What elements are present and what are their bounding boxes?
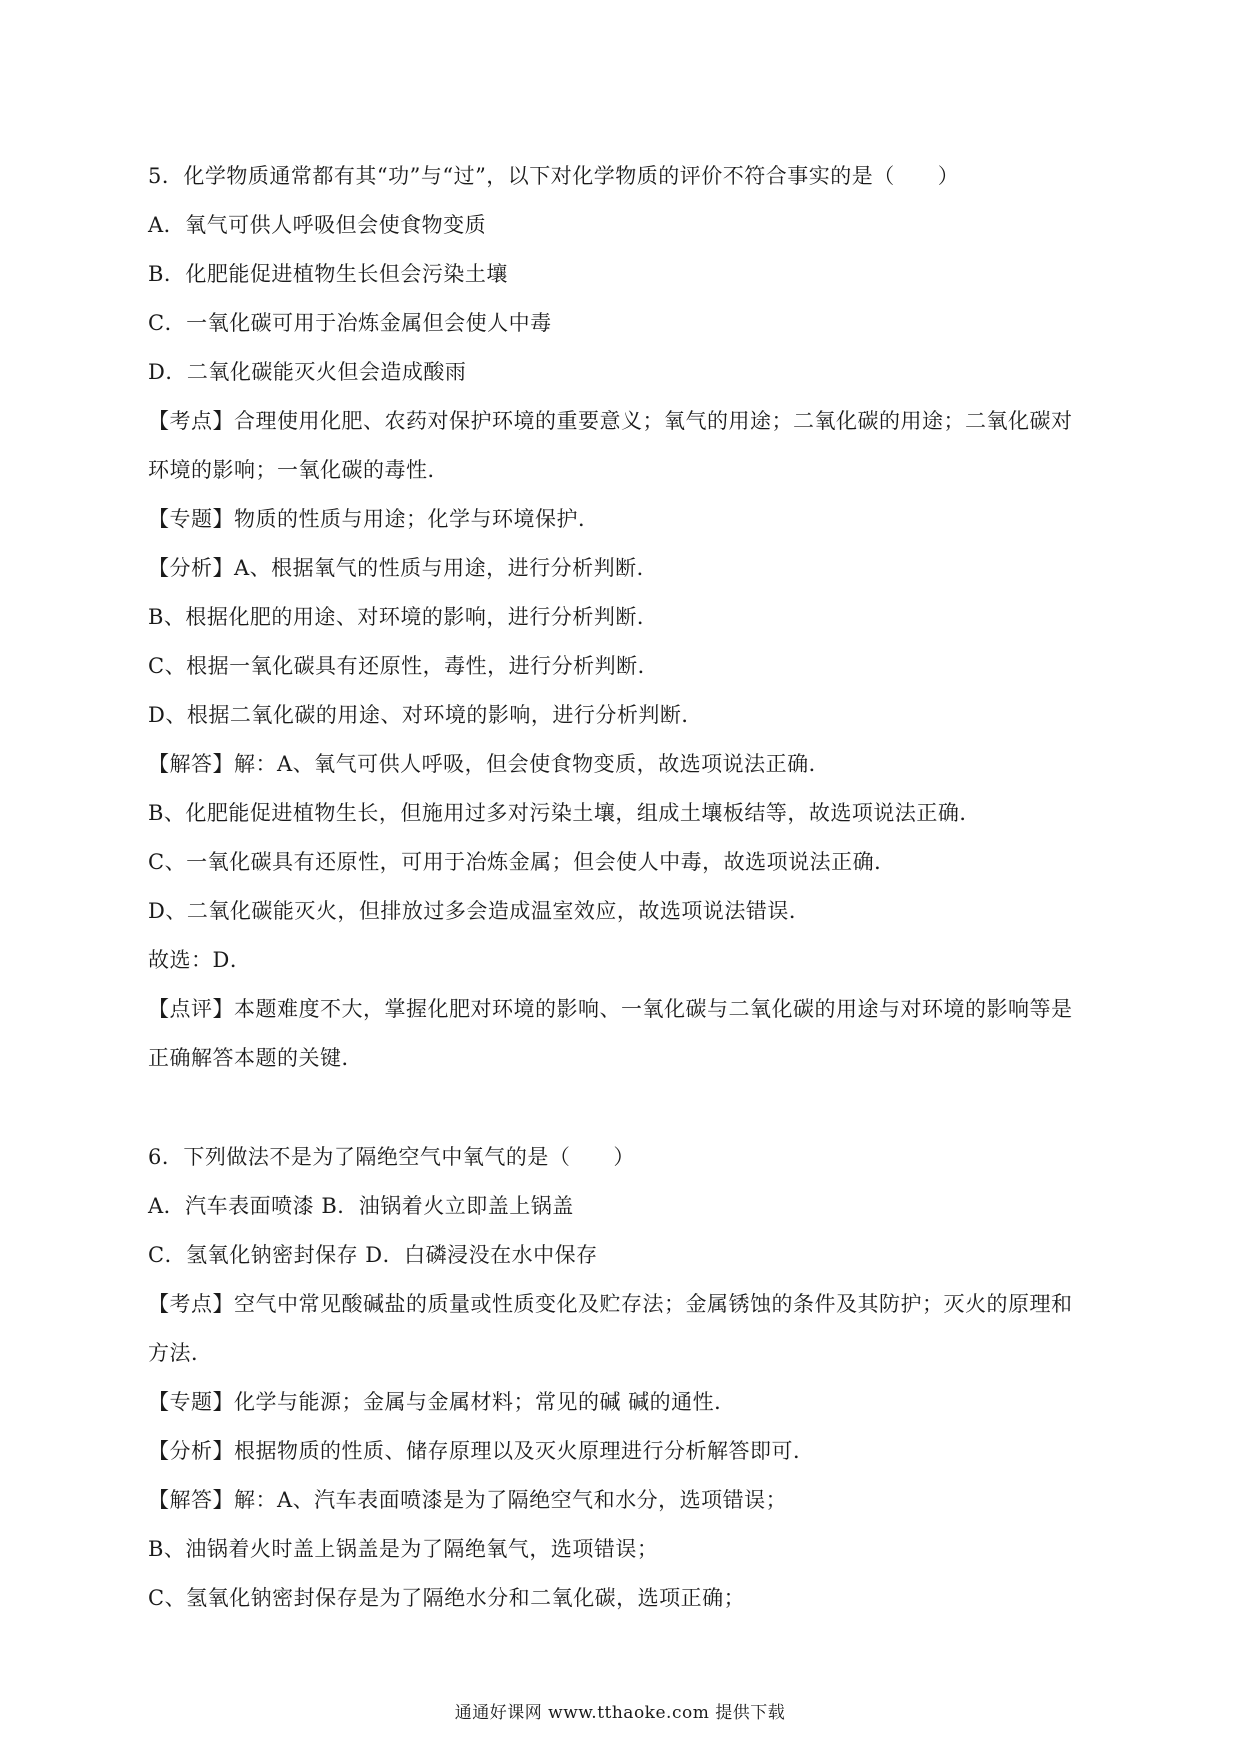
question-6-options-ab: A．汽车表面喷漆 B．油锅着火立即盖上锅盖 [148, 1194, 574, 1218]
question-5-jieda-d: D、二氧化碳能灭火，但排放过多会造成温室效应，故选项说法错误． [148, 899, 811, 923]
question-6-kaodian-line-1: 【考点】空气中常见酸碱盐的质量或性质变化及贮存法；金属锈蚀的条件及其防护；灭火的原理和 [148, 1292, 1073, 1316]
question-5-dianping-line-1: 【点评】本题难度不大，掌握化肥对环境的影响、一氧化碳与二氧化碳的用途与对环境的影响等是 [148, 997, 1073, 1021]
document-content [148, 152, 1108, 1623]
question-5-fenxi-d: D、根据二氧化碳的用途、对环境的影响，进行分析判断． [148, 703, 703, 727]
page-footer: 通通好课网 www.tthaoke.com 提供下载 [454, 1703, 786, 1723]
question-6-zhuanti: 【专题】化学与能源；金属与金属材料；常见的碱 碱的通性． [148, 1390, 736, 1414]
question-5-fenxi-c: C、根据一氧化碳具有还原性，毒性，进行分析判断． [148, 654, 660, 678]
question-5-zhuanti: 【专题】物质的性质与用途；化学与环境保护． [148, 507, 600, 531]
question-5-jieda-c: C、一氧化碳具有还原性，可用于冶炼金属；但会使人中毒，故选项说法正确． [148, 850, 896, 874]
question-6-fenxi: 【分析】根据物质的性质、储存原理以及灭火原理进行分析解答即可． [148, 1439, 815, 1463]
question-5-stem: 5．化学物质通常都有其“功”与“过”，以下对化学物质的评价不符合事实的是（ ） [148, 164, 960, 188]
question-6-kaodian-line-2: 方法． [148, 1341, 213, 1365]
question-6-jieda-a: 【解答】解：A、汽车表面喷漆是为了隔绝空气和水分，选项错误； [148, 1488, 788, 1512]
question-5-fenxi-b: B、根据化肥的用途、对环境的影响，进行分析判断． [148, 605, 659, 629]
question-6-options-cd: C．氢氧化钠密封保存 D．白磷浸没在水中保存 [148, 1243, 598, 1267]
question-5-jieda-a: 【解答】解：A、氧气可供人呼吸，但会使食物变质，故选项说法正确． [148, 752, 831, 776]
question-6-stem: 6．下列做法不是为了隔绝空气中氧气的是（ ） [148, 1145, 635, 1169]
question-5-option-c: C．一氧化碳可用于冶炼金属但会使人中毒 [148, 311, 552, 335]
question-separator [148, 1083, 1108, 1133]
question-5-kaodian-line-2: 环境的影响；一氧化碳的毒性． [148, 458, 449, 482]
question-5-dianping-line-2: 正确解答本题的关键． [148, 1046, 363, 1070]
question-5-option-d: D．二氧化碳能灭火但会造成酸雨 [148, 360, 467, 384]
question-5-answer: 故选：D． [148, 948, 252, 972]
question-5-option-a: A．氧气可供人呼吸但会使食物变质 [148, 213, 487, 237]
question-6-jieda-b: B、油锅着火时盖上锅盖是为了隔绝氧气，选项错误； [148, 1537, 659, 1561]
question-5-jieda-b: B、化肥能促进植物生长，但施用过多对污染土壤，组成土壤板结等，故选项说法正确． [148, 801, 981, 825]
question-5-option-b: B．化肥能促进植物生长但会污染土壤 [148, 262, 508, 286]
question-5-fenxi-a: 【分析】A、根据氧气的性质与用途，进行分析判断． [148, 556, 659, 580]
question-5-kaodian-line-1: 【考点】合理使用化肥、农药对保护环境的重要意义；氧气的用途；二氧化碳的用途；二氧化碳对 [148, 409, 1073, 433]
question-6-jieda-c: C、氢氧化钠密封保存是为了隔绝水分和二氧化碳，选项正确； [148, 1586, 746, 1610]
